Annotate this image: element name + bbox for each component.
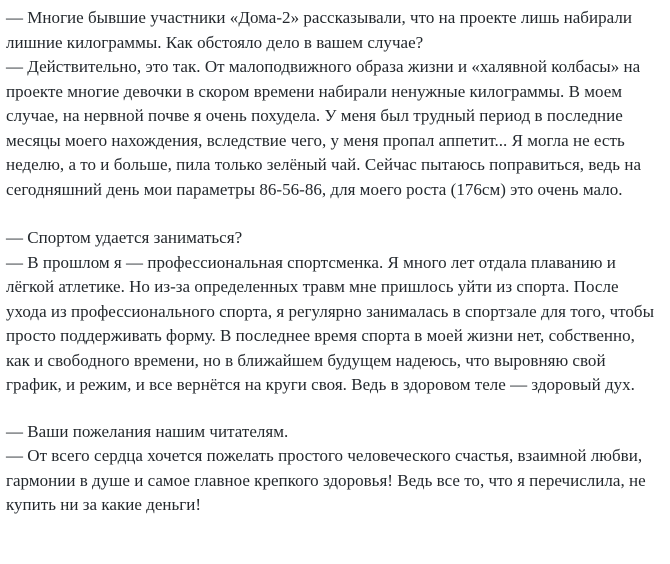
- interview-answer-3: — От всего сердца хочется пожелать простого человеческого счастья, взаимной любви, гармонии в душе и самое главное крепкого здоровья! Ведь все то, что я перечислила, не купить ни за какие деньги!: [6, 446, 646, 514]
- interview-answer-1: — Действительно, это так. От малоподвижного образа жизни и «халявной колбасы» на проекте многие девочки в скором времени набирали ненужные килограммы. В моем случае, на нервной почве я очень похудела. У меня был трудный период в последние месяцы моего нахождения, вследствие чего, у меня пропал аппетит... Я могла не есть неделю, а то и больше, пила только зелёный чай. Сейчас пытаюсь поправиться, ведь на сегодняшний день мои параметры 86-56-86, для моего роста (176см) это очень мало.: [6, 57, 642, 199]
- paragraph-spacer: [6, 398, 662, 420]
- interview-question-1: — Многие бывшие участники «Дома-2» рассказывали, что на проекте лишь набирали лишние килограммы. Как обстояло дело в вашем случае?: [6, 8, 632, 52]
- interview-answer-2: — В прошлом я — профессиональная спортсменка. Я много лет отдала плаванию и лёгкой атлетике. Но из-за определенных травм мне пришлось уйти из спорта. После ухода из профессионального спорта, я регулярно занималась в спортзале для того, чтобы просто поддерживать форму. В последнее время спорта в моей жизни нет, собственно, как и свободного времени, но в ближайшем будущем надеюсь, что выровняю свой график, и режим, и все вернётся на круги своя. Ведь в здоровом теле — здоровый дух.: [6, 252, 655, 394]
- interview-question-3: — Ваши пожелания нашим читателям.: [6, 421, 289, 441]
- paragraph-spacer: [6, 202, 662, 226]
- interview-question-2: — Спортом удается заниматься?: [6, 228, 243, 247]
